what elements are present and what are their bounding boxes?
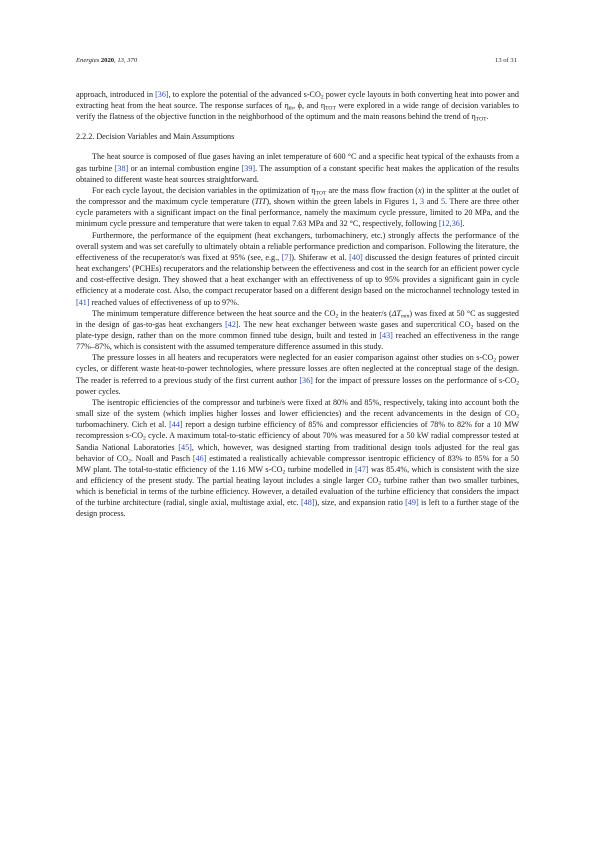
paragraph: The pressure losses in all heaters and recuperators were neglected for an easier comparison against other studies on $s-CO_2$ power cycles, or different waste heat-to-power technologies, where pressure losses are often neglected at the conceptual stage of the design. The reader is referred to a previous study of the first current author [36] for the impact of pressure losses on the performance of $s-CO_2$ power cycles.	[76, 353, 519, 396]
citation-link[interactable]: [49]	[405, 498, 419, 508]
citation-link[interactable]: [36]	[299, 375, 313, 385]
figure-link[interactable]: 3	[420, 197, 425, 207]
figure-link[interactable]: 1	[411, 197, 416, 207]
running-header-journal: Energies 2020, 13, 370	[76, 57, 138, 64]
page-number: 13 of 31	[495, 57, 517, 64]
paragraph: For each cycle layout, the decision variables in the optimization of $\eta_{TOT}$ are the mass flow fraction (x) in the splitter at the outlet of the compressor and the maximum cycle temperature (TIT), shown within the green labels in Figures 1, 3 and 5. There are three other cycle parameters with a significant impact on the final performance, namely the maximum cycle pressure, limited to 20 MPa, and the minimum cycle pressure and temperature that were taken to equal 7.63 MPa and 32 °C, respectively, following [12,36].	[76, 185, 520, 229]
citation-link[interactable]: [40]	[349, 252, 363, 262]
paragraph: The isentropic efficiencies of the compressor and turbine/s were fixed at 80% and 85%, respectively, taking into account both the small size of the system (which implies higher losses and lower efficiencies) and the recent advancements in the design of $CO_2$ turbomachinery. Cich et al. [44] report a design turbine efficiency of 85% and compressor efficiencies of 78% to 82% for a 10 MW recompression $s-CO_2$ cycle. A maximum total-to-static efficiency of about 70% was measured for a 50 kW radial compressor tested at Sandia National Laboratories [45], which, however, was designed starting from traditional design tools adjusted for the real gas behavior of $CO_2$. Noall and Pasch [46] estimated a realistically achievable compressor isentropic efficiency of 83% to 85% for a 50 MW plant. The total-to-static efficiency of the 1.16 MW $s-CO_2$ turbine modelled in [47] was 85.4%, which is consistent with the size and efficiency of the present study. The partial heating layout includes a single larger $CO_2$ turbine rather than two smaller turbines, which is beneficial in terms of the turbine efficiency. However, a detailed evaluation of the turbine efficiency that considers the impact of the turbine architecture (radial, single axial, multistage axial, etc. [48]), size, and expansion ratio [49] is left to a further stage of the design process.	[76, 397, 520, 519]
citation-link[interactable]: [41]	[76, 297, 90, 307]
citation-link[interactable]: [48]	[300, 498, 315, 508]
citation-link[interactable]: [7]	[281, 252, 292, 262]
figure-link[interactable]: 5	[440, 197, 446, 207]
section-heading: 2.2.2. Decision Variables and Main Assumptions	[76, 132, 235, 142]
citation-link[interactable]: [46]	[192, 453, 207, 463]
citation-link[interactable]: [47]	[354, 464, 369, 474]
citation-link[interactable]: [36]	[155, 90, 169, 99]
citation-link[interactable]: [42]	[225, 319, 239, 329]
paragraph: The heat source is composed of flue gases having an inlet temperature of 600 °C and a specific heat typical of the exhausts from a gas turbine [38] or an internal combustion engine [39]. The assumption of a constant specific heat makes the application of the results obtained to different waste heat sources straightforward.	[76, 152, 519, 184]
paragraph-intro: approach, introduced in [36], to explore the potential of the advanced $s-CO_2$ power cycle layouts in both converting heat into power and extracting heat from the heat source. The response surfaces of $\eta_{th}$, ϕ, and $\eta_{TOT}$ were explored in a wide range of decision variables to verify the flatness of the objective function in the neighborhood of the optimum and the main reasons behind the trend of $\eta_{TOT}$.	[76, 90, 519, 123]
citation-link[interactable]: [39]	[241, 163, 256, 173]
article-body	[76, 89, 519, 520]
paragraph: Furthermore, the performance of the equipment (heat exchangers, turbomachinery, etc.) strongly affects the performance of the overall system and was set carefully to ultimately obtain a reliable performance prediction and comparison. Following the literature, the effectiveness of the recuperator/s was fixed at 95% (see, e.g., [7]). Shiferaw et al. [40] discussed the design features of printed circuit heat exchangers’ (PCHEs) recuperators and the relationship between the effectiveness and cost in the search for an efficient power cycle and cost-effective design. They showed that a heat exchanger with an effectiveness of up to 95% provides a significant gain in cycle efficiency at a moderate cost. Also, the compact recuperator based on a different design based on the microchannel technology tested in [41] reached values of effectiveness of up to 97%.	[76, 230, 520, 307]
paragraph: The minimum temperature difference between the heat source and the $CO_2$ in the heater/s $(\Delta T_{min})$ was fixed at 50 °C as suggested in the design of gas-to-gas heat exchangers [42]. The new heat exchanger between waste gases and supercritical $CO_2$ based on the plate-type design, rather than on the more common finned tube design, built and tested in [43] reached an effectiveness in the range 77%–87%, which is consistent with the assumed temperature difference assumed in this study.	[76, 308, 519, 352]
citation-link[interactable]: [12,36]	[438, 219, 463, 229]
citation-link[interactable]: [44]	[169, 420, 183, 430]
citation-link[interactable]: [43]	[379, 330, 393, 340]
citation-link[interactable]: [38]	[114, 163, 129, 173]
citation-link[interactable]: [45]	[178, 442, 192, 452]
